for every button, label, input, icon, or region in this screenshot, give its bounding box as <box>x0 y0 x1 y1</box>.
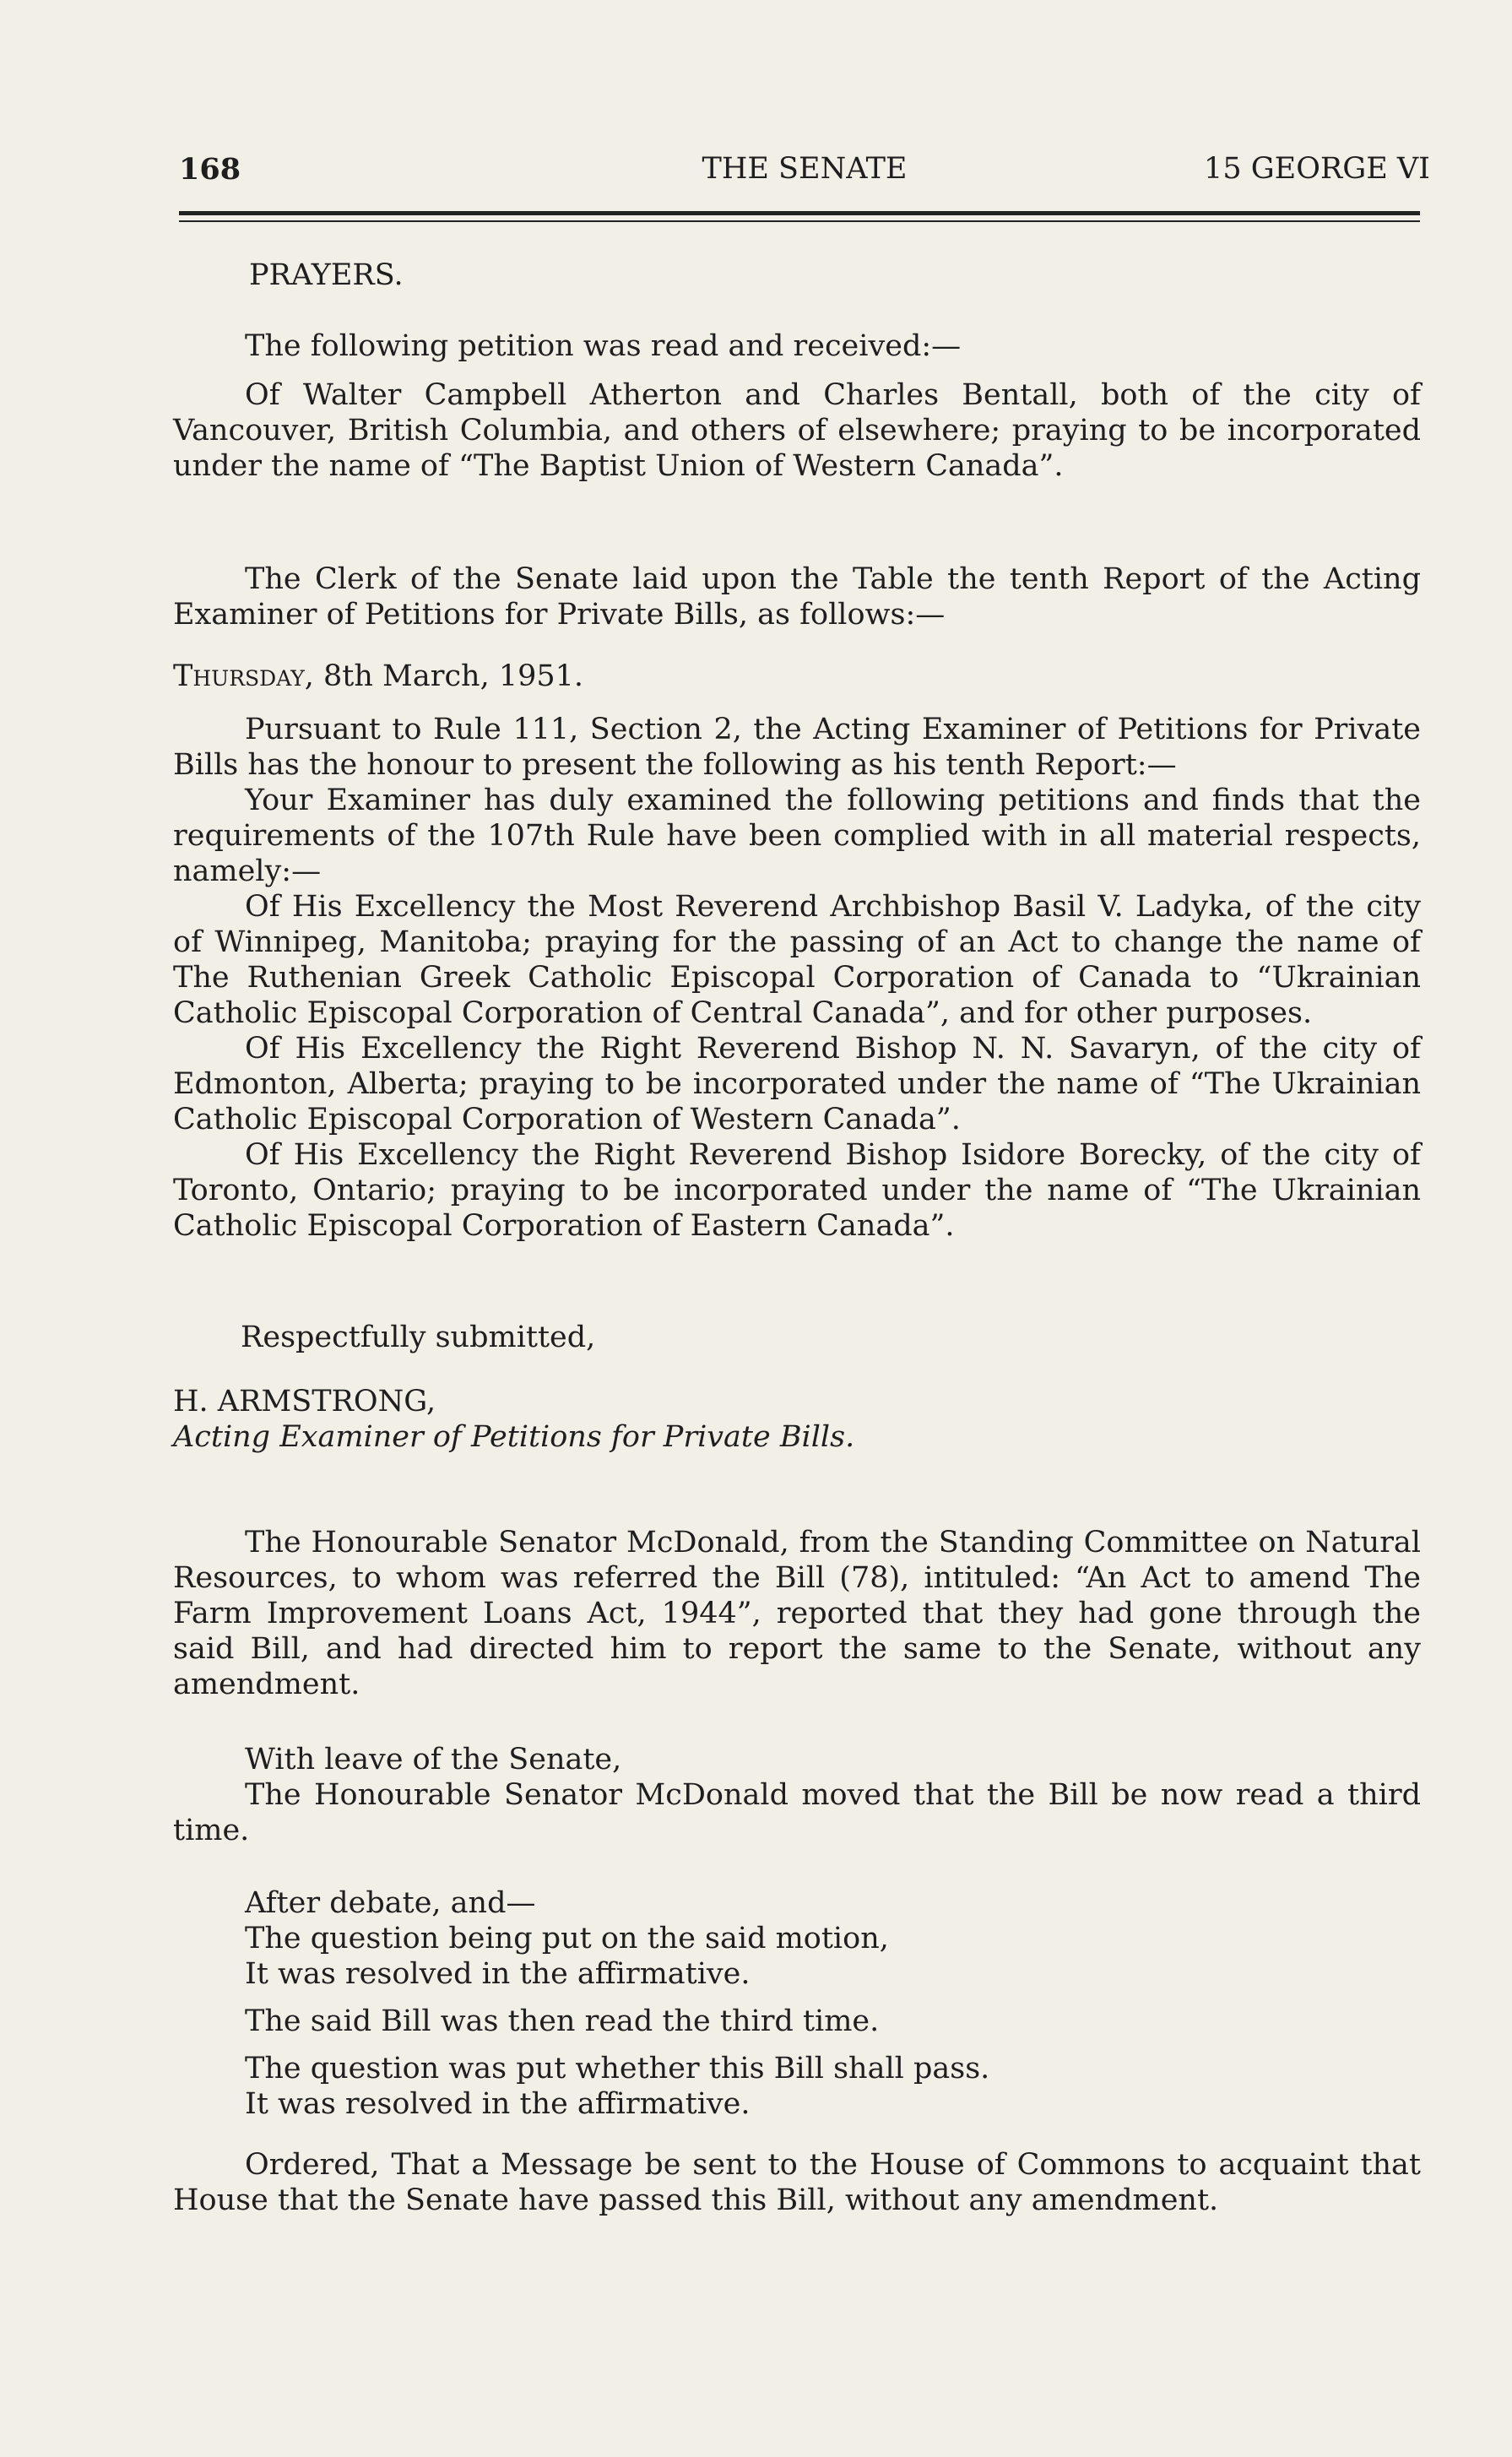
moved-text: The Honourable Senator McDonald moved that the Bill be now read a third time. <box>173 1778 1421 1847</box>
pursuant-paragraph: Pursuant to Rule 111, Section 2, the Acting Examiner of Petitions for Private Bills has the honour to present the following as his tenth Report:— <box>173 713 1421 782</box>
mcdonald-report: The Honourable Senator McDonald, from the Standing Committee on Natural Resources, to whom was referred the Bill (78), intituled: “An Act to amend The Farm Improvement Loans Act, 1944”, reported that they had gone through the said Bill, and had directed him to report the same to the Senate, without any amendment. <box>173 1526 1421 1701</box>
resolved-2: It was resolved in the affirmative. <box>245 2087 751 2121</box>
mcdonald-report-block <box>173 1525 1421 1702</box>
examiner-paragraph: Your Examiner has duly examined the following petitions and finds that the requirements of the 107th Rule have been complied with in all material respects, namely:— <box>173 784 1421 888</box>
petition-intro: The following petition was read and received:— <box>245 329 962 363</box>
header-rule-thin <box>179 220 1420 222</box>
header-rule-thick <box>179 211 1420 215</box>
resolved-1: It was resolved in the affirmative. <box>245 1957 751 1991</box>
question-put: The question being put on the said motion, <box>245 1922 889 1955</box>
petition-ladyka: Of His Excellency the Most Reverend Archbishop Basil V. Ladyka, of the city of Winnipeg, Manitoba; praying for the passing of an Act to change the name of The Ruthenian Greek Catholic Episcopal Corporation of Canada to “Ukrainian Catholic Episcopal Corporation of Central Canada”, and for other purposes. <box>173 890 1421 1030</box>
report-body <box>173 712 1421 1244</box>
respectfully-text: Respectfully submitted, <box>241 1321 596 1354</box>
page-number: 168 <box>179 152 241 187</box>
regnal-year: 15 GEORGE VI <box>1204 152 1430 186</box>
report-date-rest: 8th March, 1951. <box>313 659 584 693</box>
petition-borecky: Of His Excellency the Right Reverend Bishop Isidore Borecky, of the city of Toronto, Ontario; praying to be incorporated under the name of “The Ukrainian Catholic Episcopal Corporation of Eastern Canada”. <box>173 1138 1421 1243</box>
ordered-block <box>173 2147 1421 2218</box>
petition-block <box>173 328 1421 484</box>
prayers-heading: PRAYERS. <box>249 258 404 292</box>
signatory-title: Acting Examiner of Petitions for Private Bills. <box>173 1420 855 1454</box>
question-pass: The question was put whether this Bill shall pass. <box>245 2052 990 2085</box>
leave-text: With leave of the Senate, <box>245 1743 622 1776</box>
report-date <box>173 659 1421 694</box>
signatory-name: H. ARMSTRONG, <box>173 1385 436 1418</box>
after-debate: After debate, and— <box>245 1886 536 1920</box>
report-date-day: Thursday, <box>173 659 314 693</box>
page-header <box>179 152 1430 194</box>
ordered-text: Ordered, That a Message be sent to the House of Commons to acquaint that House that the Senate have passed this Bill, without any amendment. <box>173 2148 1421 2217</box>
clerk-report-block <box>173 561 1421 632</box>
third-reading-block <box>173 1742 1421 1848</box>
signature-block <box>173 1384 1421 1455</box>
respectfully <box>173 1320 1421 1355</box>
clerk-report-text: The Clerk of the Senate laid upon the Table the tenth Report of the Acting Examiner of Petitions for Private Bills, as follows:— <box>173 562 1421 632</box>
third-time: The said Bill was then read the third time. <box>245 2004 880 2038</box>
running-title: THE SENATE <box>702 152 908 186</box>
debate-block <box>173 1885 1421 2122</box>
petition-savaryn: Of His Excellency the Right Reverend Bishop N. N. Savaryn, of the city of Edmonton, Alberta; praying to be incorporated under the name of “The Ukrainian Catholic Episcopal Corporation of Western Canada”. <box>173 1032 1421 1136</box>
petition-atherton: Of Walter Campbell Atherton and Charles Bentall, both of the city of Vancouver, British Columbia, and others of elsewhere; praying to be incorporated under the name of “The Baptist Union of Western Canada”. <box>173 378 1421 483</box>
prayers-block <box>173 258 1421 293</box>
